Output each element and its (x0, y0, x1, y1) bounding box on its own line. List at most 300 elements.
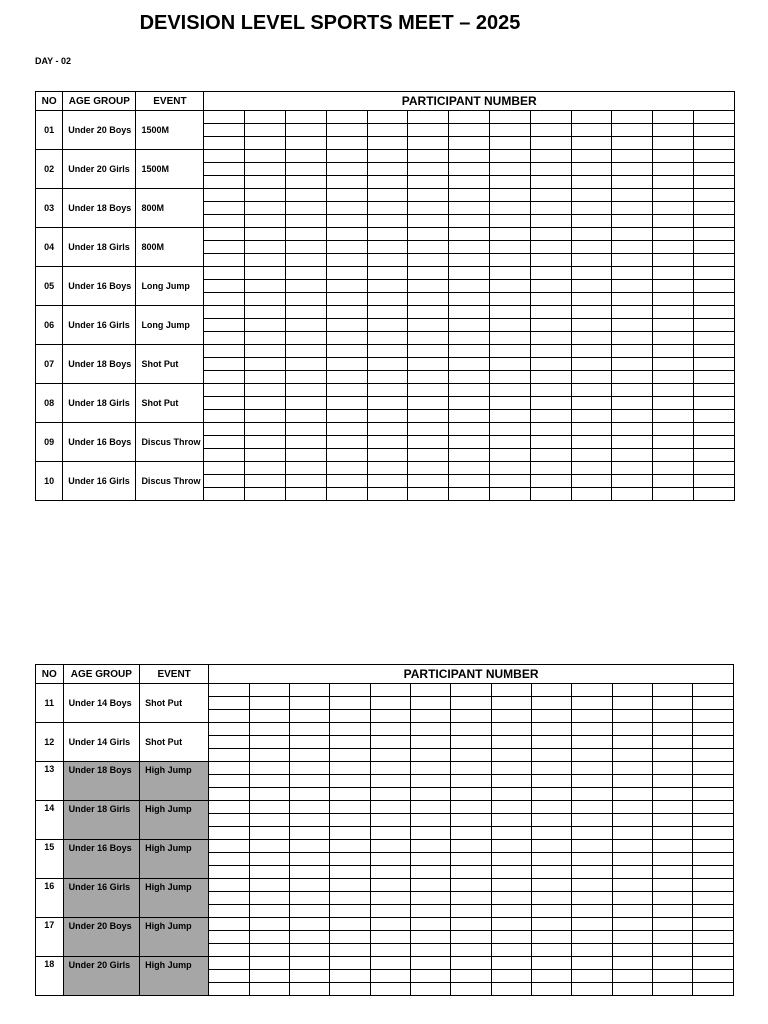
participant-number-cell[interactable] (694, 111, 735, 124)
participant-number-cell[interactable] (693, 762, 734, 775)
participant-number-cell[interactable] (693, 931, 734, 944)
participant-number-cell[interactable] (653, 410, 694, 423)
participant-number-cell[interactable] (449, 267, 490, 280)
participant-number-cell[interactable] (367, 280, 408, 293)
participant-number-cell[interactable] (367, 488, 408, 501)
participant-number-cell[interactable] (204, 475, 245, 488)
participant-number-cell[interactable] (653, 332, 694, 345)
participant-number-cell[interactable] (530, 280, 571, 293)
participant-number-cell[interactable] (367, 423, 408, 436)
participant-number-cell[interactable] (571, 189, 612, 202)
participant-number-cell[interactable] (326, 293, 367, 306)
participant-number-cell[interactable] (367, 397, 408, 410)
participant-number-cell[interactable] (491, 970, 531, 983)
participant-number-cell[interactable] (612, 749, 652, 762)
participant-number-cell[interactable] (249, 957, 289, 970)
participant-number-cell[interactable] (571, 202, 612, 215)
participant-number-cell[interactable] (204, 267, 245, 280)
participant-number-cell[interactable] (532, 723, 572, 736)
participant-number-cell[interactable] (408, 423, 449, 436)
participant-number-cell[interactable] (289, 892, 329, 905)
participant-number-cell[interactable] (693, 983, 734, 996)
participant-number-cell[interactable] (367, 163, 408, 176)
participant-number-cell[interactable] (370, 944, 410, 957)
participant-number-cell[interactable] (490, 488, 531, 501)
participant-number-cell[interactable] (449, 228, 490, 241)
participant-number-cell[interactable] (612, 983, 652, 996)
participant-number-cell[interactable] (245, 267, 286, 280)
participant-number-cell[interactable] (612, 892, 652, 905)
participant-number-cell[interactable] (449, 449, 490, 462)
participant-number-cell[interactable] (653, 137, 694, 150)
participant-number-cell[interactable] (571, 332, 612, 345)
participant-number-cell[interactable] (367, 124, 408, 137)
participant-number-cell[interactable] (490, 241, 531, 254)
participant-number-cell[interactable] (612, 189, 653, 202)
participant-number-cell[interactable] (326, 423, 367, 436)
participant-number-cell[interactable] (612, 397, 653, 410)
participant-number-cell[interactable] (451, 788, 491, 801)
participant-number-cell[interactable] (326, 410, 367, 423)
participant-number-cell[interactable] (571, 137, 612, 150)
participant-number-cell[interactable] (571, 293, 612, 306)
participant-number-cell[interactable] (694, 410, 735, 423)
participant-number-cell[interactable] (408, 371, 449, 384)
participant-number-cell[interactable] (410, 814, 450, 827)
participant-number-cell[interactable] (370, 853, 410, 866)
participant-number-cell[interactable] (286, 150, 327, 163)
participant-number-cell[interactable] (204, 423, 245, 436)
participant-number-cell[interactable] (451, 853, 491, 866)
participant-number-cell[interactable] (694, 215, 735, 228)
participant-number-cell[interactable] (367, 319, 408, 332)
participant-number-cell[interactable] (326, 280, 367, 293)
participant-number-cell[interactable] (245, 436, 286, 449)
participant-number-cell[interactable] (326, 189, 367, 202)
participant-number-cell[interactable] (653, 384, 694, 397)
participant-number-cell[interactable] (694, 371, 735, 384)
participant-number-cell[interactable] (249, 814, 289, 827)
participant-number-cell[interactable] (408, 293, 449, 306)
participant-number-cell[interactable] (326, 228, 367, 241)
participant-number-cell[interactable] (490, 111, 531, 124)
participant-number-cell[interactable] (612, 111, 653, 124)
participant-number-cell[interactable] (693, 905, 734, 918)
participant-number-cell[interactable] (209, 762, 249, 775)
participant-number-cell[interactable] (490, 228, 531, 241)
participant-number-cell[interactable] (367, 241, 408, 254)
participant-number-cell[interactable] (326, 176, 367, 189)
participant-number-cell[interactable] (491, 944, 531, 957)
participant-number-cell[interactable] (491, 931, 531, 944)
participant-number-cell[interactable] (612, 736, 652, 749)
participant-number-cell[interactable] (408, 228, 449, 241)
participant-number-cell[interactable] (204, 371, 245, 384)
participant-number-cell[interactable] (209, 710, 249, 723)
participant-number-cell[interactable] (289, 931, 329, 944)
participant-number-cell[interactable] (370, 775, 410, 788)
participant-number-cell[interactable] (209, 827, 249, 840)
participant-number-cell[interactable] (326, 488, 367, 501)
participant-number-cell[interactable] (530, 410, 571, 423)
participant-number-cell[interactable] (449, 332, 490, 345)
participant-number-cell[interactable] (694, 267, 735, 280)
participant-number-cell[interactable] (653, 866, 693, 879)
participant-number-cell[interactable] (410, 749, 450, 762)
participant-number-cell[interactable] (249, 801, 289, 814)
participant-number-cell[interactable] (612, 723, 652, 736)
participant-number-cell[interactable] (490, 462, 531, 475)
participant-number-cell[interactable] (571, 319, 612, 332)
participant-number-cell[interactable] (653, 710, 693, 723)
participant-number-cell[interactable] (571, 254, 612, 267)
participant-number-cell[interactable] (326, 384, 367, 397)
participant-number-cell[interactable] (571, 384, 612, 397)
participant-number-cell[interactable] (410, 866, 450, 879)
participant-number-cell[interactable] (694, 358, 735, 371)
participant-number-cell[interactable] (249, 684, 289, 697)
participant-number-cell[interactable] (530, 319, 571, 332)
participant-number-cell[interactable] (330, 788, 370, 801)
participant-number-cell[interactable] (408, 488, 449, 501)
participant-number-cell[interactable] (367, 332, 408, 345)
participant-number-cell[interactable] (653, 319, 694, 332)
participant-number-cell[interactable] (490, 423, 531, 436)
participant-number-cell[interactable] (612, 371, 653, 384)
participant-number-cell[interactable] (367, 449, 408, 462)
participant-number-cell[interactable] (410, 710, 450, 723)
participant-number-cell[interactable] (410, 944, 450, 957)
participant-number-cell[interactable] (451, 710, 491, 723)
participant-number-cell[interactable] (204, 254, 245, 267)
participant-number-cell[interactable] (370, 931, 410, 944)
participant-number-cell[interactable] (612, 879, 652, 892)
participant-number-cell[interactable] (571, 241, 612, 254)
participant-number-cell[interactable] (449, 475, 490, 488)
participant-number-cell[interactable] (530, 254, 571, 267)
participant-number-cell[interactable] (530, 202, 571, 215)
participant-number-cell[interactable] (451, 892, 491, 905)
participant-number-cell[interactable] (653, 176, 694, 189)
participant-number-cell[interactable] (530, 436, 571, 449)
participant-number-cell[interactable] (490, 436, 531, 449)
participant-number-cell[interactable] (612, 137, 653, 150)
participant-number-cell[interactable] (612, 488, 653, 501)
participant-number-cell[interactable] (530, 475, 571, 488)
participant-number-cell[interactable] (451, 762, 491, 775)
participant-number-cell[interactable] (693, 723, 734, 736)
participant-number-cell[interactable] (571, 163, 612, 176)
participant-number-cell[interactable] (451, 697, 491, 710)
participant-number-cell[interactable] (612, 775, 652, 788)
participant-number-cell[interactable] (653, 371, 694, 384)
participant-number-cell[interactable] (204, 436, 245, 449)
participant-number-cell[interactable] (491, 840, 531, 853)
participant-number-cell[interactable] (249, 905, 289, 918)
participant-number-cell[interactable] (209, 814, 249, 827)
participant-number-cell[interactable] (449, 293, 490, 306)
participant-number-cell[interactable] (612, 788, 652, 801)
participant-number-cell[interactable] (326, 124, 367, 137)
participant-number-cell[interactable] (491, 684, 531, 697)
participant-number-cell[interactable] (532, 827, 572, 840)
participant-number-cell[interactable] (289, 710, 329, 723)
participant-number-cell[interactable] (408, 449, 449, 462)
participant-number-cell[interactable] (490, 332, 531, 345)
participant-number-cell[interactable] (612, 124, 653, 137)
participant-number-cell[interactable] (612, 957, 652, 970)
participant-number-cell[interactable] (330, 905, 370, 918)
participant-number-cell[interactable] (653, 293, 694, 306)
participant-number-cell[interactable] (653, 111, 694, 124)
participant-number-cell[interactable] (286, 462, 327, 475)
participant-number-cell[interactable] (530, 384, 571, 397)
participant-number-cell[interactable] (491, 775, 531, 788)
participant-number-cell[interactable] (245, 150, 286, 163)
participant-number-cell[interactable] (694, 475, 735, 488)
participant-number-cell[interactable] (571, 176, 612, 189)
participant-number-cell[interactable] (491, 827, 531, 840)
participant-number-cell[interactable] (491, 957, 531, 970)
participant-number-cell[interactable] (571, 410, 612, 423)
participant-number-cell[interactable] (653, 462, 694, 475)
participant-number-cell[interactable] (209, 931, 249, 944)
participant-number-cell[interactable] (367, 306, 408, 319)
participant-number-cell[interactable] (530, 358, 571, 371)
participant-number-cell[interactable] (326, 332, 367, 345)
participant-number-cell[interactable] (289, 697, 329, 710)
participant-number-cell[interactable] (571, 306, 612, 319)
participant-number-cell[interactable] (209, 905, 249, 918)
participant-number-cell[interactable] (612, 241, 653, 254)
participant-number-cell[interactable] (410, 905, 450, 918)
participant-number-cell[interactable] (245, 241, 286, 254)
participant-number-cell[interactable] (530, 267, 571, 280)
participant-number-cell[interactable] (367, 176, 408, 189)
participant-number-cell[interactable] (286, 436, 327, 449)
participant-number-cell[interactable] (693, 788, 734, 801)
participant-number-cell[interactable] (370, 749, 410, 762)
participant-number-cell[interactable] (245, 345, 286, 358)
participant-number-cell[interactable] (451, 840, 491, 853)
participant-number-cell[interactable] (330, 775, 370, 788)
participant-number-cell[interactable] (693, 918, 734, 931)
participant-number-cell[interactable] (209, 918, 249, 931)
participant-number-cell[interactable] (204, 449, 245, 462)
participant-number-cell[interactable] (530, 488, 571, 501)
participant-number-cell[interactable] (410, 827, 450, 840)
participant-number-cell[interactable] (370, 879, 410, 892)
participant-number-cell[interactable] (571, 449, 612, 462)
participant-number-cell[interactable] (612, 475, 653, 488)
participant-number-cell[interactable] (653, 306, 694, 319)
participant-number-cell[interactable] (693, 970, 734, 983)
participant-number-cell[interactable] (530, 111, 571, 124)
participant-number-cell[interactable] (249, 853, 289, 866)
participant-number-cell[interactable] (530, 228, 571, 241)
participant-number-cell[interactable] (451, 723, 491, 736)
participant-number-cell[interactable] (612, 163, 653, 176)
participant-number-cell[interactable] (330, 814, 370, 827)
participant-number-cell[interactable] (330, 957, 370, 970)
participant-number-cell[interactable] (326, 436, 367, 449)
participant-number-cell[interactable] (408, 150, 449, 163)
participant-number-cell[interactable] (408, 397, 449, 410)
participant-number-cell[interactable] (289, 957, 329, 970)
participant-number-cell[interactable] (653, 892, 693, 905)
participant-number-cell[interactable] (330, 970, 370, 983)
participant-number-cell[interactable] (408, 384, 449, 397)
participant-number-cell[interactable] (532, 775, 572, 788)
participant-number-cell[interactable] (330, 762, 370, 775)
participant-number-cell[interactable] (408, 124, 449, 137)
participant-number-cell[interactable] (209, 775, 249, 788)
participant-number-cell[interactable] (612, 801, 652, 814)
participant-number-cell[interactable] (449, 358, 490, 371)
participant-number-cell[interactable] (490, 137, 531, 150)
participant-number-cell[interactable] (612, 814, 652, 827)
participant-number-cell[interactable] (408, 202, 449, 215)
participant-number-cell[interactable] (204, 358, 245, 371)
participant-number-cell[interactable] (693, 957, 734, 970)
participant-number-cell[interactable] (204, 397, 245, 410)
participant-number-cell[interactable] (204, 228, 245, 241)
participant-number-cell[interactable] (694, 228, 735, 241)
participant-number-cell[interactable] (530, 137, 571, 150)
participant-number-cell[interactable] (532, 684, 572, 697)
participant-number-cell[interactable] (530, 150, 571, 163)
participant-number-cell[interactable] (410, 879, 450, 892)
participant-number-cell[interactable] (209, 944, 249, 957)
participant-number-cell[interactable] (451, 983, 491, 996)
participant-number-cell[interactable] (653, 814, 693, 827)
participant-number-cell[interactable] (490, 397, 531, 410)
participant-number-cell[interactable] (490, 150, 531, 163)
participant-number-cell[interactable] (326, 215, 367, 228)
participant-number-cell[interactable] (490, 410, 531, 423)
participant-number-cell[interactable] (449, 488, 490, 501)
participant-number-cell[interactable] (490, 215, 531, 228)
participant-number-cell[interactable] (491, 788, 531, 801)
participant-number-cell[interactable] (245, 319, 286, 332)
participant-number-cell[interactable] (245, 488, 286, 501)
participant-number-cell[interactable] (693, 892, 734, 905)
participant-number-cell[interactable] (451, 866, 491, 879)
participant-number-cell[interactable] (491, 723, 531, 736)
participant-number-cell[interactable] (572, 814, 612, 827)
participant-number-cell[interactable] (532, 892, 572, 905)
participant-number-cell[interactable] (612, 762, 652, 775)
participant-number-cell[interactable] (410, 762, 450, 775)
participant-number-cell[interactable] (286, 306, 327, 319)
participant-number-cell[interactable] (204, 176, 245, 189)
participant-number-cell[interactable] (612, 697, 652, 710)
participant-number-cell[interactable] (289, 983, 329, 996)
participant-number-cell[interactable] (490, 176, 531, 189)
participant-number-cell[interactable] (653, 723, 693, 736)
participant-number-cell[interactable] (612, 332, 653, 345)
participant-number-cell[interactable] (451, 814, 491, 827)
participant-number-cell[interactable] (694, 488, 735, 501)
participant-number-cell[interactable] (612, 150, 653, 163)
participant-number-cell[interactable] (491, 710, 531, 723)
participant-number-cell[interactable] (532, 801, 572, 814)
participant-number-cell[interactable] (532, 710, 572, 723)
participant-number-cell[interactable] (572, 983, 612, 996)
participant-number-cell[interactable] (449, 371, 490, 384)
participant-number-cell[interactable] (408, 306, 449, 319)
participant-number-cell[interactable] (289, 788, 329, 801)
participant-number-cell[interactable] (653, 280, 694, 293)
participant-number-cell[interactable] (449, 189, 490, 202)
participant-number-cell[interactable] (694, 436, 735, 449)
participant-number-cell[interactable] (490, 202, 531, 215)
participant-number-cell[interactable] (289, 775, 329, 788)
participant-number-cell[interactable] (572, 710, 612, 723)
participant-number-cell[interactable] (491, 801, 531, 814)
participant-number-cell[interactable] (653, 697, 693, 710)
participant-number-cell[interactable] (370, 983, 410, 996)
participant-number-cell[interactable] (245, 410, 286, 423)
participant-number-cell[interactable] (612, 384, 653, 397)
participant-number-cell[interactable] (367, 371, 408, 384)
participant-number-cell[interactable] (532, 749, 572, 762)
participant-number-cell[interactable] (286, 475, 327, 488)
participant-number-cell[interactable] (653, 423, 694, 436)
participant-number-cell[interactable] (408, 111, 449, 124)
participant-number-cell[interactable] (612, 215, 653, 228)
participant-number-cell[interactable] (286, 111, 327, 124)
participant-number-cell[interactable] (571, 280, 612, 293)
participant-number-cell[interactable] (370, 840, 410, 853)
participant-number-cell[interactable] (693, 697, 734, 710)
participant-number-cell[interactable] (289, 827, 329, 840)
participant-number-cell[interactable] (490, 345, 531, 358)
participant-number-cell[interactable] (408, 436, 449, 449)
participant-number-cell[interactable] (532, 957, 572, 970)
participant-number-cell[interactable] (408, 280, 449, 293)
participant-number-cell[interactable] (370, 710, 410, 723)
participant-number-cell[interactable] (693, 944, 734, 957)
participant-number-cell[interactable] (572, 775, 612, 788)
participant-number-cell[interactable] (451, 749, 491, 762)
participant-number-cell[interactable] (249, 788, 289, 801)
participant-number-cell[interactable] (694, 189, 735, 202)
participant-number-cell[interactable] (286, 332, 327, 345)
participant-number-cell[interactable] (326, 358, 367, 371)
participant-number-cell[interactable] (330, 801, 370, 814)
participant-number-cell[interactable] (204, 332, 245, 345)
participant-number-cell[interactable] (245, 111, 286, 124)
participant-number-cell[interactable] (449, 436, 490, 449)
participant-number-cell[interactable] (653, 449, 694, 462)
participant-number-cell[interactable] (653, 684, 693, 697)
participant-number-cell[interactable] (408, 462, 449, 475)
participant-number-cell[interactable] (693, 827, 734, 840)
participant-number-cell[interactable] (612, 280, 653, 293)
participant-number-cell[interactable] (612, 202, 653, 215)
participant-number-cell[interactable] (572, 762, 612, 775)
participant-number-cell[interactable] (532, 879, 572, 892)
participant-number-cell[interactable] (245, 371, 286, 384)
participant-number-cell[interactable] (289, 905, 329, 918)
participant-number-cell[interactable] (653, 944, 693, 957)
participant-number-cell[interactable] (451, 944, 491, 957)
participant-number-cell[interactable] (653, 957, 693, 970)
participant-number-cell[interactable] (572, 723, 612, 736)
participant-number-cell[interactable] (572, 684, 612, 697)
participant-number-cell[interactable] (693, 801, 734, 814)
